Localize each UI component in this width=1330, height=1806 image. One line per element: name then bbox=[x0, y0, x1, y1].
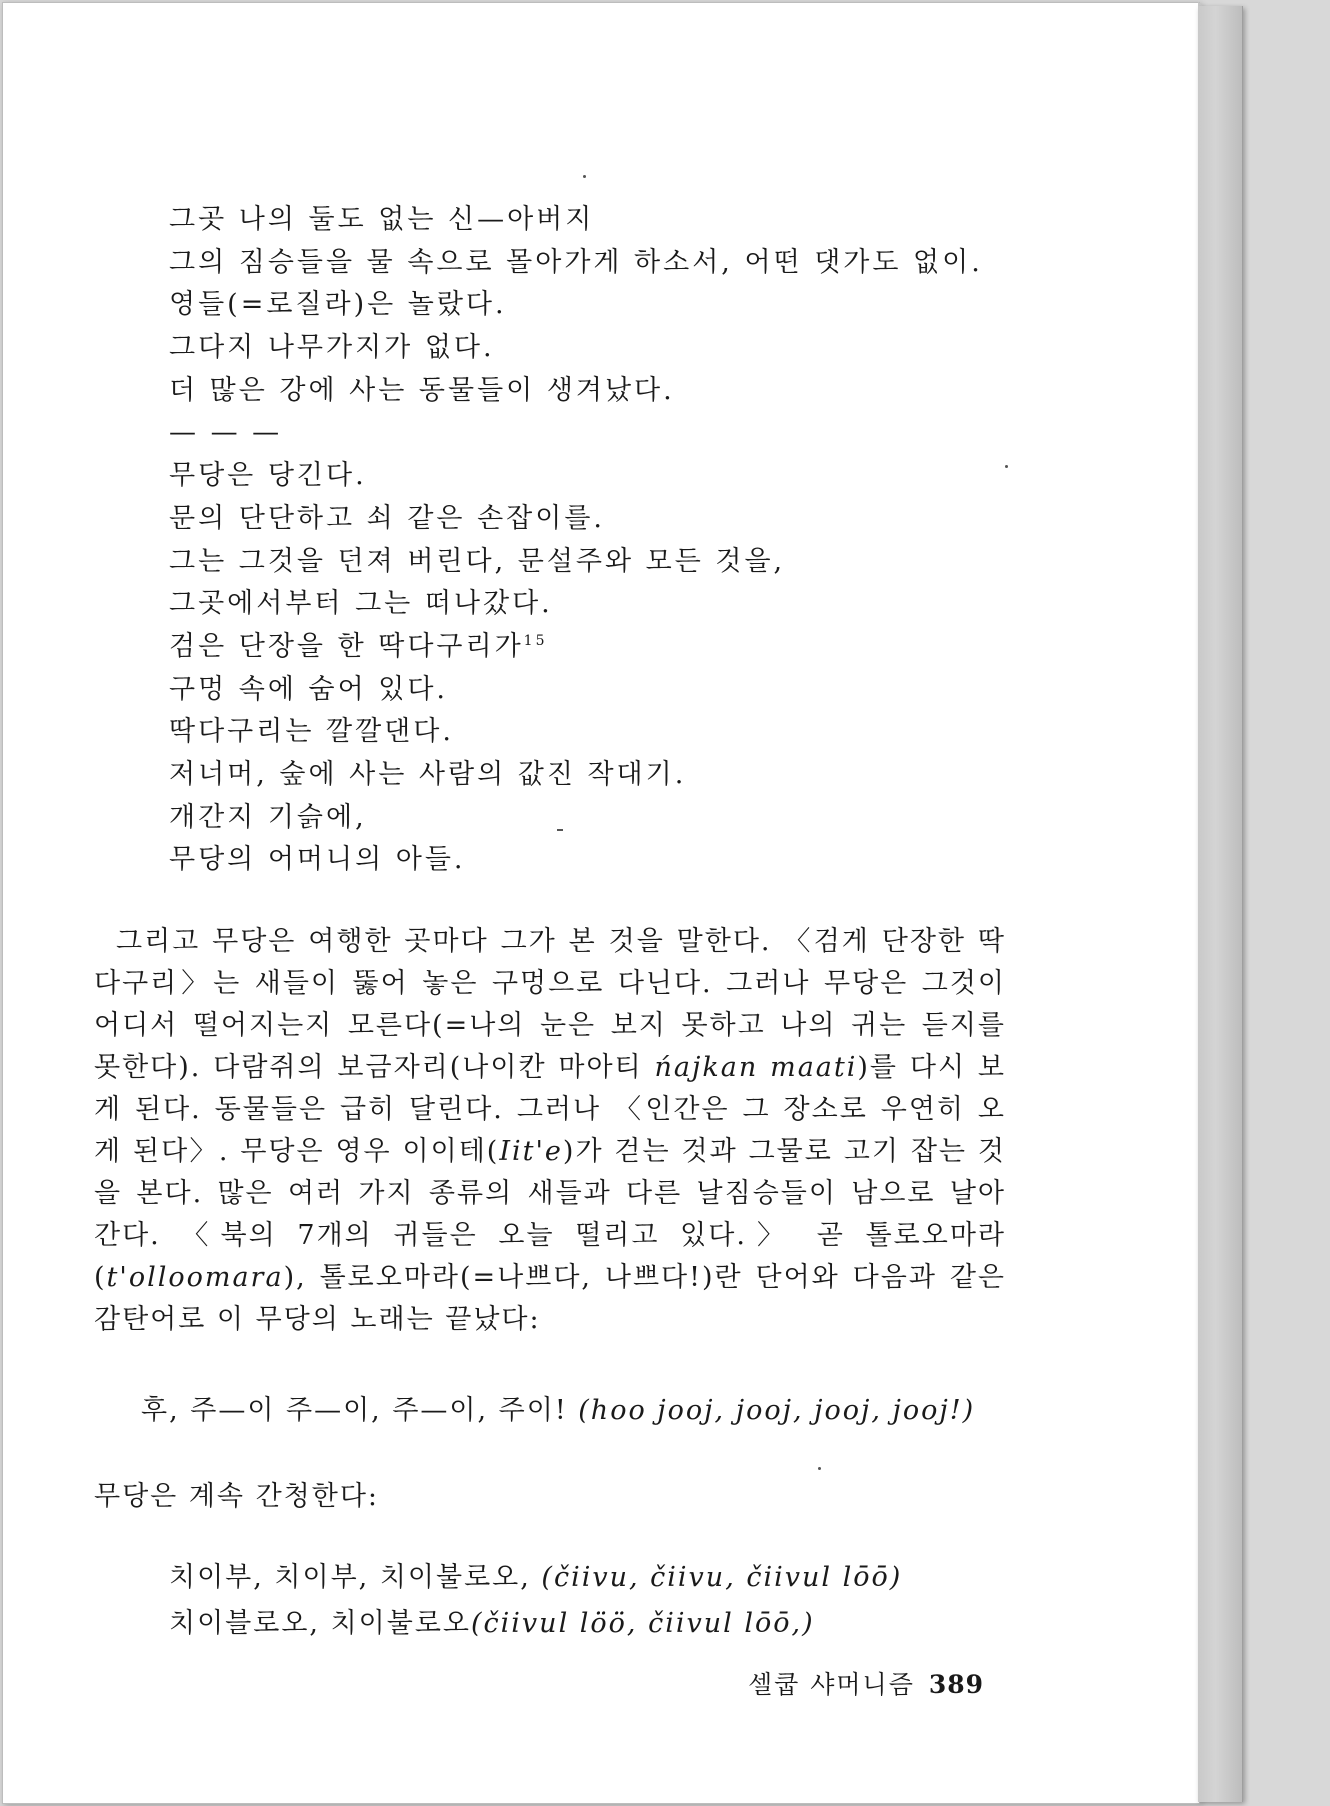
verse-separator: — — — bbox=[169, 417, 283, 449]
footnote-reference: 15 bbox=[523, 632, 548, 649]
chant-line bbox=[169, 1601, 902, 1647]
book-page bbox=[2, 2, 1200, 1804]
verse-line: 딱다구리는 깔깔댄다. bbox=[169, 716, 454, 748]
prose-text: 그리고 무당은 여행한 곳마다 그가 본 것을 말한다. 〈검게 단장한 딱다구리〉는 새들이 뚫어 놓은 구멍으로 다닌다. 그러나 무당은 그것이 어디서 떨어지는지 모른다(=나의 눈은 보지 못하고 나의 귀는 듣지를 못한다). 다람쥐의 보금자리(나이칸 마아티 bbox=[94, 926, 1006, 1083]
running-title: 셀쿱 샤머니즘 bbox=[748, 1670, 915, 1699]
verse-line: 더 많은 강에 사는 동물들이 생겨났다. bbox=[169, 374, 675, 406]
chant-block bbox=[169, 1555, 902, 1647]
page-footer bbox=[748, 1665, 984, 1701]
chant-line bbox=[169, 1555, 902, 1601]
print-speck bbox=[1005, 465, 1008, 468]
verse-line: 그는 그것을 던져 버린다, 문설주와 모든 것을, bbox=[169, 545, 786, 577]
verse-line-text: 검은 단장을 한 딱다구리가 bbox=[169, 630, 524, 662]
romanized-term: ńajkan maati bbox=[654, 1052, 858, 1083]
verse-line: 그다지 나무가지가 없다. bbox=[169, 332, 495, 364]
romanized-term: t'olloomara bbox=[106, 1262, 284, 1293]
prose-text: )를 다시 보게 된다. 동물들은 급히 달린다. 그러나 〈인간은 그 장소로 우연히 오게 된다〉. 무당은 영우 이이테( bbox=[94, 1052, 1006, 1167]
verse-line: 그의 짐승들을 물 속으로 몰아가게 하소서, 어떤 댓가도 없이. bbox=[169, 246, 983, 278]
print-speck bbox=[557, 829, 563, 831]
chant-korean: 치이부, 치이부, 치이불로오, bbox=[169, 1562, 531, 1593]
verse-line: 그곳 나의 둘도 없는 신—아버지 bbox=[169, 204, 595, 235]
verse-line: 저너머, 숲에 사는 사람의 값진 작대기. bbox=[169, 758, 687, 790]
verse-line: 무당은 당긴다. bbox=[169, 460, 367, 492]
page-number: 389 bbox=[928, 1670, 985, 1699]
verse-line: 문의 단단하고 쇠 같은 손잡이를. bbox=[169, 502, 605, 534]
verse-line: 영들(=로질라)은 놀랐다. bbox=[169, 289, 507, 321]
continue-text: 무당은 계속 간청한다: bbox=[94, 1481, 379, 1512]
page-stack-edge bbox=[1198, 6, 1243, 1802]
print-speck bbox=[583, 175, 586, 178]
verse-line: 그곳에서부터 그는 떠나갔다. bbox=[169, 588, 553, 620]
chant-romanized: (čiivu, čiivu, čiivul lōō) bbox=[541, 1562, 903, 1593]
chant-romanized: (hoo jooj, jooj, jooj, jooj!) bbox=[578, 1395, 976, 1426]
chant-line bbox=[141, 1391, 975, 1431]
romanized-term: Iit'e bbox=[499, 1136, 563, 1167]
chant-korean: 후, 주—이 주—이, 주—이, 주이! bbox=[141, 1395, 568, 1426]
verse-line: 무당의 어머니의 아들. bbox=[169, 844, 466, 876]
chant-korean: 치이블로오, 치이불로오 bbox=[169, 1608, 471, 1639]
prose-text: ), 톨로오마라(=나쁘다, 나쁘다!)란 단어와 다음과 같은 감탄어로 이 무당의 노래는 끝났다: bbox=[94, 1262, 1006, 1335]
prose-text: )가 걷는 것과 그물로 고기 잡는 것을 본다. 많은 여러 가지 종류의 새들과 다른 날짐승들이 남으로 날아 간다. 〈북의 7개의 귀들은 오늘 떨리고 있다.〉 곧 톨로오마라( bbox=[94, 1136, 1006, 1293]
print-speck bbox=[818, 1467, 821, 1470]
chant-romanized: (čiivul lö̈ö̈, čiivul lōō,) bbox=[471, 1608, 815, 1639]
prose-paragraph bbox=[94, 921, 1006, 1341]
verse-line-with-footnote bbox=[169, 626, 1069, 669]
verse-line: 구멍 속에 숨어 있다. bbox=[169, 673, 448, 705]
verse-line: 개간지 기슭에, bbox=[169, 801, 367, 833]
verse-block bbox=[169, 199, 1069, 882]
